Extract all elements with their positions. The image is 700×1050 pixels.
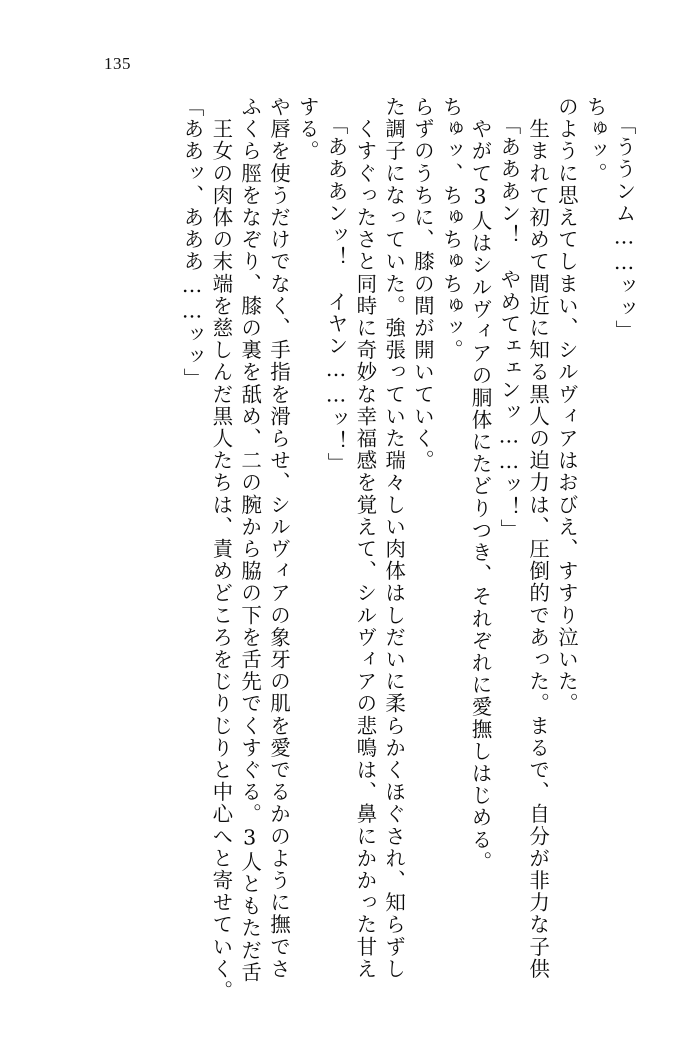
text-column: らずのうちに、膝の間が開いていく。	[410, 96, 435, 472]
text-column: 王女の肉体の末端を慈しんだ黒人たちは、責めどころをじりじりと中心へと寄せていく。	[208, 96, 233, 1003]
text-column: 「ううンム……ッッ」	[612, 114, 636, 342]
body-text-block	[173, 96, 636, 1003]
text-column: ふくら脛をなぞり、膝の裏を舐め、二の腕から脇の下を舌先でくすぐる。3人ともただ舌	[237, 96, 262, 984]
text-column: や唇を使うだけでなく、手指を滑らせ、シルヴィアの象牙の肌を愛でるかのように撫でさ	[266, 96, 291, 980]
text-column: する。	[295, 96, 320, 163]
text-column: やがて3人はシルヴィアの胴体にたどりつき、それぞれに愛撫しはじめる。	[468, 96, 493, 873]
text-column: 「あああンッ！ イヤン……ッ！」	[324, 114, 349, 475]
text-column: た調子になっていた。強張っていた瑞々しい肉体はしだいに柔らかくほぐされ、知らずし	[381, 96, 406, 980]
text-column: ちゅッ、ちゅちゅちゅッ。	[439, 96, 464, 362]
text-column: 生まれて初めて間近に知る黒人の迫力は、圧倒的であった。まるで、自分が非力な子供	[525, 96, 550, 980]
text-column: のように思えてしまい、シルヴィアはおびえ、すすり泣いた。	[554, 96, 579, 715]
text-column: ちゅッ。	[583, 96, 608, 185]
text-column: 「ああッ、あああ……ッッ」	[180, 96, 205, 391]
text-column: くすぐったさと同時に奇妙な幸福感を覚えて、シルヴィアの悲鳴は、鼻にかかった甘え	[352, 96, 377, 980]
page-number: 135	[104, 54, 131, 73]
text-column: 「あああン！ やめてェェンッ……ッ！」	[496, 114, 521, 541]
